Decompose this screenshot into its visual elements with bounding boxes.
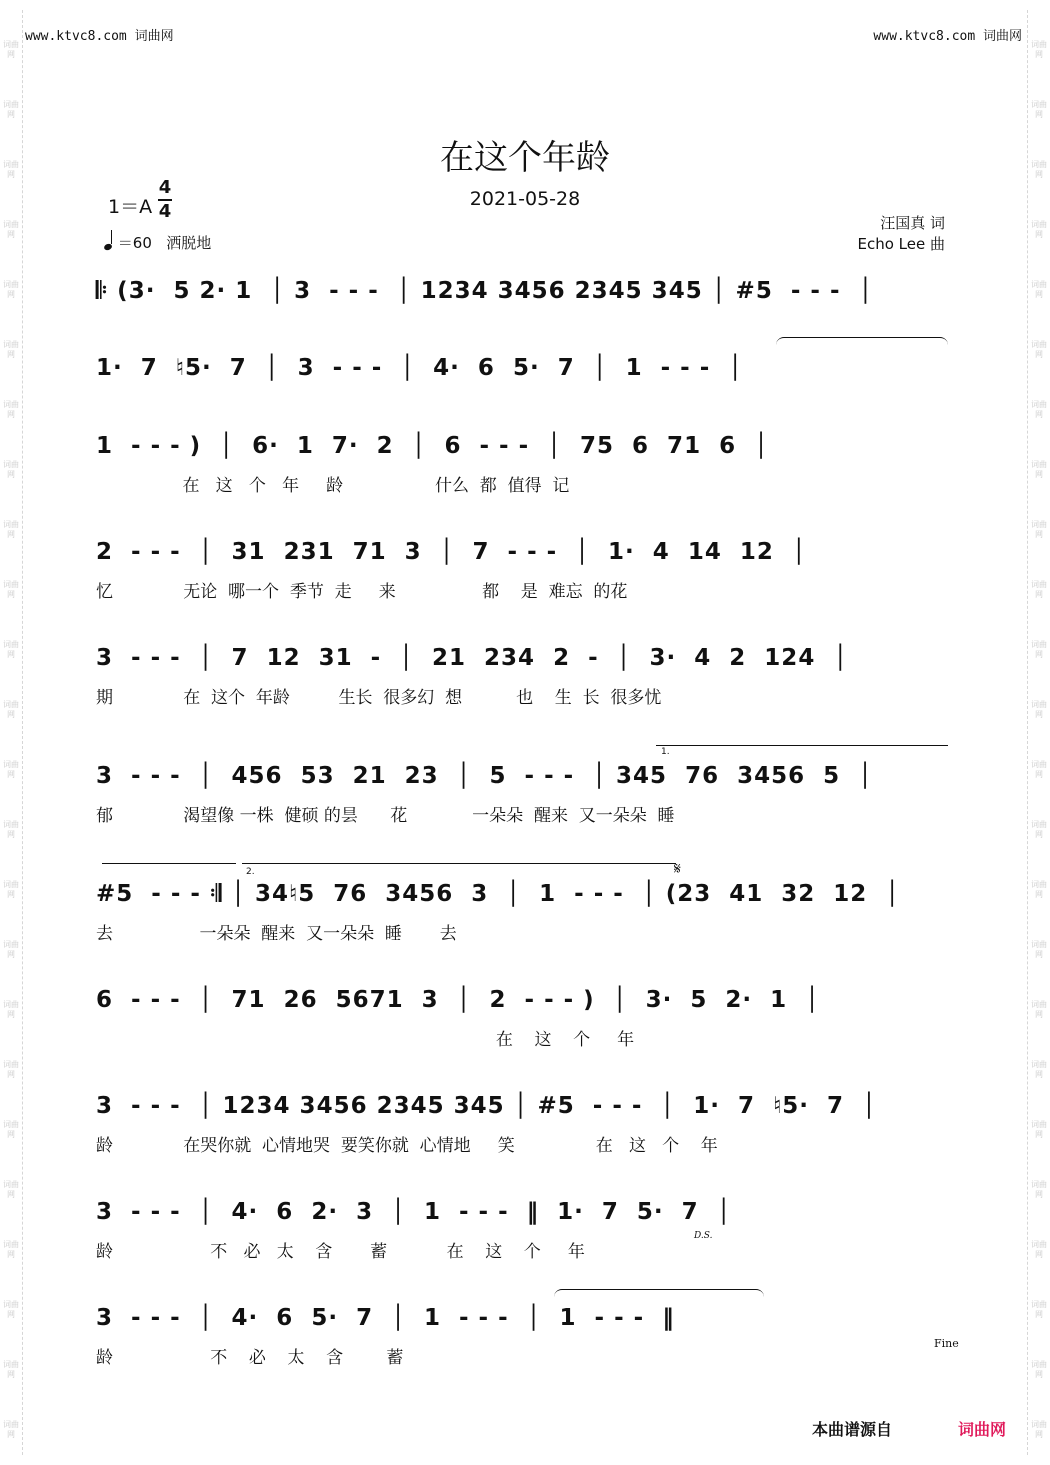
volta-1-label: 1. — [661, 747, 670, 757]
side-watermark-text: 词曲网 — [3, 280, 19, 299]
side-watermark-text: 词曲网 — [1031, 400, 1047, 419]
side-watermark-text: 词曲网 — [3, 1000, 19, 1019]
tempo-value: ＝60 — [117, 234, 152, 252]
volta-2-label: 2. — [246, 867, 255, 877]
side-watermark-text: 词曲网 — [3, 220, 19, 239]
side-watermark-text: 词曲网 — [1031, 1360, 1047, 1379]
side-watermark-text: 词曲网 — [1031, 640, 1047, 659]
lyrics-line: 期 在 这个 年龄 生长 很多幻 想 也 生 长 很多忧 — [96, 688, 662, 708]
side-watermark-text: 词曲网 — [3, 580, 19, 599]
side-watermark-text: 词曲网 — [1031, 220, 1047, 239]
side-watermark-text: 词曲网 — [1031, 460, 1047, 479]
side-watermark-text: 词曲网 — [1031, 340, 1047, 359]
header-left-url: www.ktvc8.com 词曲网 — [25, 29, 174, 44]
fine-mark: Fine — [934, 1337, 959, 1350]
side-watermark-text: 词曲网 — [3, 1060, 19, 1079]
side-watermark-text: 词曲网 — [1031, 280, 1047, 299]
tie-mark — [554, 1289, 764, 1298]
side-watermark-text: 词曲网 — [3, 340, 19, 359]
notation-line: 1· 7 ♮5· 7 │ 3 - - - │ 4· 6 5· 7 │ 1 - - - │ — [96, 355, 744, 381]
notation-line: 2 - - - │ 31 231 71 3 │ 7 - - - │ 1· 4 14 12 │ — [96, 539, 807, 565]
side-watermark-text: 词曲网 — [1031, 1300, 1047, 1319]
song-date: 2021-05-28 — [469, 188, 581, 210]
side-watermark-text: 词曲网 — [1031, 100, 1047, 119]
side-watermark-text: 词曲网 — [3, 1120, 19, 1139]
lyrics-line: 郁 渴望像 一株 健硕 的昙 花 一朵朵 醒来 又一朵朵 睡 — [96, 806, 675, 826]
side-watermark-text: 词曲网 — [3, 1240, 19, 1259]
side-watermark-text: 词曲网 — [1031, 820, 1047, 839]
left-watermark-strip — [0, 10, 23, 1455]
lyrics-line: 去 一朵朵 醒来 又一朵朵 睡 去 — [96, 924, 457, 944]
ds-mark: D.S. — [694, 1231, 713, 1241]
lyrics-line: 在 这 个 年 — [96, 1030, 635, 1050]
notation-line: 3 - - - │ 456 53 21 23 │ 5 - - - │ 345 76 3456 5 │ — [96, 763, 873, 789]
side-watermark-text: 词曲网 — [3, 820, 19, 839]
notation-line: 6 - - - │ 71 26 5671 3 │ 2 - - - ) │ 3· 5 2· 1 │ — [96, 987, 820, 1013]
notation-line: #5 - - - 𝄇 │ 34♮5 76 3456 3 │ 1 - - - │ (23 41 32 12 │ — [96, 881, 901, 907]
side-watermark-text: 词曲网 — [1031, 580, 1047, 599]
segno-icon: 𝄋 — [674, 859, 681, 878]
lyrics-line: 龄 不 必 太 含 蓄 — [96, 1348, 404, 1368]
lyrics-line: 在 这 个 年 龄 什么 都 值得 记 — [96, 476, 570, 496]
side-watermark-text: 词曲网 — [1031, 40, 1047, 59]
volta-1-continuation — [102, 863, 236, 864]
notation-line: 3 - - - │ 1234 3456 2345 345 │ #5 - - - │ 1· 7 ♮5· 7 │ — [96, 1093, 877, 1119]
time-signature-top: 4 — [158, 177, 172, 198]
side-watermark-text: 词曲网 — [3, 640, 19, 659]
side-watermark-text: 词曲网 — [3, 400, 19, 419]
side-watermark-text: 词曲网 — [3, 1420, 19, 1439]
notation-line: 𝄆 (3· 5 2· 1 │ 3 - - - │ 1234 3456 2345 345 │ #5 - - - │ — [96, 278, 874, 304]
side-watermark-text: 词曲网 — [3, 520, 19, 539]
side-watermark-text: 词曲网 — [3, 1180, 19, 1199]
footer-source-label: 本曲谱源自 — [812, 1420, 893, 1439]
side-watermark-text: 词曲网 — [1031, 880, 1047, 899]
side-watermark-text: 词曲网 — [1031, 520, 1047, 539]
notation-line: 3 - - - │ 4· 6 5· 7 │ 1 - - - │ 1 - - - ‖ — [96, 1305, 675, 1331]
time-signature — [158, 178, 172, 222]
tie-mark — [776, 337, 948, 346]
lyrics-line: 龄 在哭你就 心情地哭 要笑你就 心情地 笑 在 这 个 年 — [96, 1136, 718, 1156]
expression-mark: 洒脱地 — [166, 234, 212, 252]
notation-line: 3 - - - │ 4· 6 2· 3 │ 1 - - - ‖ 1· 7 5· 7 │ — [96, 1199, 732, 1225]
quarter-note-icon — [103, 243, 113, 251]
notation-line: 3 - - - │ 7 12 31 - │ 21 234 2 - │ 3· 4 2 124 │ — [96, 645, 849, 671]
tempo-mark — [104, 232, 211, 253]
side-watermark-text: 词曲网 — [3, 100, 19, 119]
song-title: 在这个年龄 — [440, 138, 610, 178]
side-watermark-text: 词曲网 — [1031, 760, 1047, 779]
side-watermark-text: 词曲网 — [1031, 940, 1047, 959]
key-signature: 1＝A — [108, 196, 153, 218]
side-watermark-text: 词曲网 — [1031, 1060, 1047, 1079]
side-watermark-text: 词曲网 — [1031, 1180, 1047, 1199]
lyricist: 汪国真 词 — [880, 214, 945, 232]
header-right-url: www.ktvc8.com 词曲网 — [873, 29, 1022, 44]
side-watermark-text: 词曲网 — [1031, 700, 1047, 719]
side-watermark-text: 词曲网 — [3, 760, 19, 779]
composer: Echo Lee 曲 — [857, 235, 945, 253]
lyrics-line: 忆 无论 哪一个 季节 走 来 都 是 难忘 的花 — [96, 582, 628, 602]
side-watermark-text: 词曲网 — [1031, 1000, 1047, 1019]
side-watermark-text: 词曲网 — [3, 1300, 19, 1319]
side-watermark-text: 词曲网 — [3, 1360, 19, 1379]
side-watermark-text: 词曲网 — [1031, 1420, 1047, 1439]
right-watermark-strip — [1027, 10, 1050, 1455]
side-watermark-text: 词曲网 — [3, 940, 19, 959]
side-watermark-text: 词曲网 — [3, 40, 19, 59]
volta-1-bracket — [656, 745, 948, 746]
side-watermark-text: 词曲网 — [1031, 160, 1047, 179]
notation-line: 1 - - - ) │ 6· 1 7· 2 │ 6 - - - │ 75 6 71 6 │ — [96, 433, 769, 459]
side-watermark-text: 词曲网 — [3, 700, 19, 719]
footer-brand-link[interactable]: 词曲网 — [958, 1420, 1007, 1439]
lyrics-line: 龄 不 必 太 含 蓄 在 这 个 年 — [96, 1242, 585, 1262]
side-watermark-text: 词曲网 — [3, 460, 19, 479]
time-signature-bottom: 4 — [158, 201, 172, 222]
side-watermark-text: 词曲网 — [3, 160, 19, 179]
side-watermark-text: 词曲网 — [1031, 1240, 1047, 1259]
side-watermark-text: 词曲网 — [1031, 1120, 1047, 1139]
side-watermark-text: 词曲网 — [3, 880, 19, 899]
volta-2-bracket — [242, 863, 676, 864]
